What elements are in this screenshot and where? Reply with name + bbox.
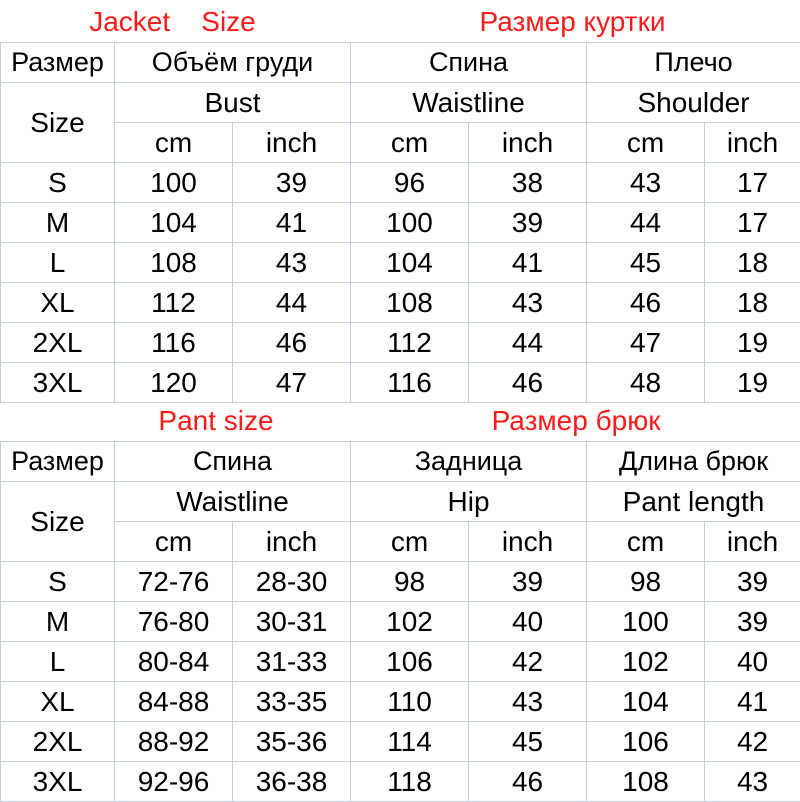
unit-cell: inch: [705, 123, 800, 163]
pant-size-cell: 3XL: [1, 762, 115, 802]
unit-cell: inch: [233, 123, 351, 163]
pant-group-en: Waistline: [115, 482, 351, 522]
pant-value-cell: 33-35: [233, 682, 351, 722]
pant-value-cell: 106: [351, 642, 469, 682]
jacket-size-cell: 2XL: [1, 323, 115, 363]
jacket-title-ru: Размер куртки: [345, 2, 800, 42]
jacket-value-cell: 43: [587, 163, 705, 203]
jacket-value-cell: 46: [469, 363, 587, 403]
pant-size-cell: S: [1, 562, 115, 602]
pant-size-label-en: Size: [1, 482, 115, 562]
jacket-group-en: Shoulder: [587, 83, 800, 123]
pant-size-cell: L: [1, 642, 115, 682]
pant-value-cell: 28-30: [233, 562, 351, 602]
pant-group-ru: Длина брюк: [587, 442, 800, 482]
pant-size-cell: 2XL: [1, 722, 115, 762]
jacket-size-label-ru: Размер: [1, 43, 115, 83]
jacket-size-label-en: Size: [1, 83, 115, 163]
jacket-value-cell: 112: [351, 323, 469, 363]
pant-size-row: [1, 642, 800, 682]
jacket-size-cell: M: [1, 203, 115, 243]
jacket-value-cell: 112: [115, 283, 233, 323]
pant-size-table: [0, 441, 800, 802]
pant-value-cell: 43: [705, 762, 800, 802]
pant-value-cell: 72-76: [115, 562, 233, 602]
jacket-value-cell: 18: [705, 283, 800, 323]
pant-value-cell: 39: [469, 562, 587, 602]
jacket-units-row: [1, 123, 800, 163]
pant-value-cell: 88-92: [115, 722, 233, 762]
jacket-value-cell: 48: [587, 363, 705, 403]
pant-value-cell: 114: [351, 722, 469, 762]
unit-cell: cm: [351, 123, 469, 163]
pant-value-cell: 39: [705, 562, 800, 602]
pant-size-row: [1, 562, 800, 602]
pant-value-cell: 102: [587, 642, 705, 682]
pant-value-cell: 102: [351, 602, 469, 642]
jacket-title-row: [0, 2, 800, 42]
jacket-value-cell: 41: [469, 243, 587, 283]
pant-value-cell: 46: [469, 762, 587, 802]
pant-title-en: Pant size: [0, 401, 432, 441]
jacket-data-rows: [1, 163, 800, 403]
pant-value-cell: 110: [351, 682, 469, 722]
pant-value-cell: 35-36: [233, 722, 351, 762]
jacket-value-cell: 108: [115, 243, 233, 283]
jacket-value-cell: 38: [469, 163, 587, 203]
jacket-value-cell: 44: [469, 323, 587, 363]
pant-value-cell: 100: [587, 602, 705, 642]
jacket-group-ru: Спина: [351, 43, 587, 83]
pant-value-cell: 106: [587, 722, 705, 762]
jacket-size-row: [1, 363, 800, 403]
jacket-header-en-row: [1, 83, 800, 123]
jacket-size-row: [1, 243, 800, 283]
jacket-size-row: [1, 203, 800, 243]
unit-cell: cm: [587, 123, 705, 163]
pant-value-cell: 118: [351, 762, 469, 802]
pant-header-ru-row: [1, 442, 800, 482]
jacket-value-cell: 19: [705, 323, 800, 363]
pant-value-cell: 41: [705, 682, 800, 722]
pant-group-ru: Спина: [115, 442, 351, 482]
jacket-size-row: [1, 163, 800, 203]
pant-value-cell: 80-84: [115, 642, 233, 682]
pant-size-cell: XL: [1, 682, 115, 722]
jacket-size-cell: S: [1, 163, 115, 203]
jacket-value-cell: 43: [469, 283, 587, 323]
jacket-value-cell: 17: [705, 163, 800, 203]
unit-cell: cm: [115, 522, 233, 562]
jacket-group-en: Waistline: [351, 83, 587, 123]
pant-value-cell: 84-88: [115, 682, 233, 722]
pant-size-label-ru: Размер: [1, 442, 115, 482]
jacket-group-en: Bust: [115, 83, 351, 123]
pant-data-rows: [1, 562, 800, 802]
pant-value-cell: 45: [469, 722, 587, 762]
pant-value-cell: 104: [587, 682, 705, 722]
pant-value-cell: 43: [469, 682, 587, 722]
pant-units-row: [1, 522, 800, 562]
pant-size-row: [1, 722, 800, 762]
pant-size-row: [1, 682, 800, 722]
jacket-value-cell: 96: [351, 163, 469, 203]
pant-value-cell: 31-33: [233, 642, 351, 682]
pant-title-row: [0, 401, 800, 441]
pant-group-en: Pant length: [587, 482, 800, 522]
pant-value-cell: 40: [705, 642, 800, 682]
unit-cell: cm: [351, 522, 469, 562]
jacket-size-table: [0, 42, 800, 403]
pant-value-cell: 98: [587, 562, 705, 602]
jacket-value-cell: 44: [587, 203, 705, 243]
jacket-value-cell: 41: [233, 203, 351, 243]
jacket-value-cell: 47: [233, 363, 351, 403]
jacket-size-row: [1, 323, 800, 363]
jacket-value-cell: 120: [115, 363, 233, 403]
jacket-size-cell: L: [1, 243, 115, 283]
jacket-size-row: [1, 283, 800, 323]
unit-cell: inch: [469, 123, 587, 163]
pant-size-row: [1, 762, 800, 802]
jacket-value-cell: 39: [233, 163, 351, 203]
jacket-header-ru-row: [1, 43, 800, 83]
pant-value-cell: 42: [705, 722, 800, 762]
jacket-value-cell: 18: [705, 243, 800, 283]
jacket-title-en: Jacket Size: [0, 2, 345, 42]
jacket-group-ru: Плечо: [587, 43, 800, 83]
jacket-group-ru: Объём груди: [115, 43, 351, 83]
pant-value-cell: 39: [705, 602, 800, 642]
pant-value-cell: 98: [351, 562, 469, 602]
pant-value-cell: 76-80: [115, 602, 233, 642]
jacket-value-cell: 43: [233, 243, 351, 283]
pant-size-row: [1, 602, 800, 642]
jacket-value-cell: 104: [115, 203, 233, 243]
pant-value-cell: 30-31: [233, 602, 351, 642]
pant-value-cell: 108: [587, 762, 705, 802]
jacket-value-cell: 116: [115, 323, 233, 363]
unit-cell: inch: [233, 522, 351, 562]
unit-cell: cm: [115, 123, 233, 163]
jacket-value-cell: 44: [233, 283, 351, 323]
jacket-value-cell: 108: [351, 283, 469, 323]
pant-value-cell: 40: [469, 602, 587, 642]
jacket-value-cell: 46: [233, 323, 351, 363]
pant-value-cell: 42: [469, 642, 587, 682]
pant-size-cell: M: [1, 602, 115, 642]
pant-group-ru: Задница: [351, 442, 587, 482]
jacket-value-cell: 100: [115, 163, 233, 203]
jacket-value-cell: 39: [469, 203, 587, 243]
jacket-value-cell: 116: [351, 363, 469, 403]
jacket-value-cell: 47: [587, 323, 705, 363]
jacket-value-cell: 100: [351, 203, 469, 243]
jacket-value-cell: 45: [587, 243, 705, 283]
jacket-size-cell: 3XL: [1, 363, 115, 403]
pant-value-cell: 92-96: [115, 762, 233, 802]
jacket-size-cell: XL: [1, 283, 115, 323]
jacket-value-cell: 46: [587, 283, 705, 323]
pant-value-cell: 36-38: [233, 762, 351, 802]
pant-group-en: Hip: [351, 482, 587, 522]
pant-title-ru: Размер брюк: [432, 401, 720, 441]
jacket-value-cell: 19: [705, 363, 800, 403]
unit-cell: inch: [469, 522, 587, 562]
jacket-value-cell: 104: [351, 243, 469, 283]
jacket-value-cell: 17: [705, 203, 800, 243]
unit-cell: cm: [587, 522, 705, 562]
unit-cell: inch: [705, 522, 800, 562]
pant-header-en-row: [1, 482, 800, 522]
